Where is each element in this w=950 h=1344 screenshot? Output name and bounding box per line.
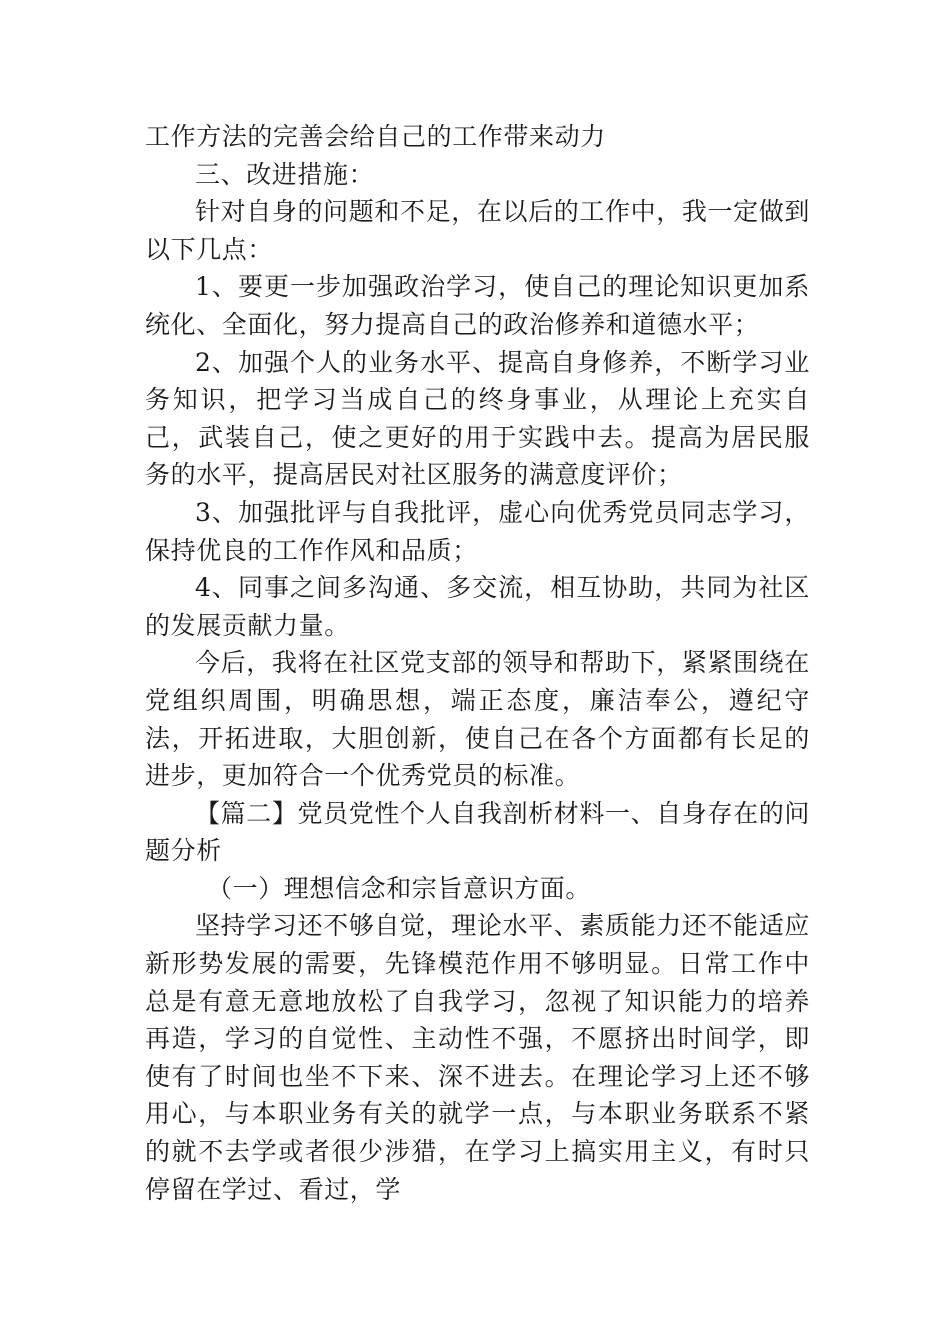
- paragraph-continuation: 工作方法的完善会给自己的工作带来动力: [145, 122, 606, 151]
- list-item-3: 3、加强批评与自我批评，虚心向优秀党员同志学习，保持优良的工作作风和品质；: [145, 497, 810, 565]
- paragraph-intro: 针对自身的问题和不足，在以后的工作中，我一定做到以下几点：: [145, 197, 810, 264]
- document-body: [145, 118, 810, 1208]
- list-item-2: 2、加强个人的业务水平、提高自身修养，不断学习业务知识，把学习当成自己的终身事业，从理论上充实自己，武装自己，使之更好的用于实践中去。提高为居民服务的水平，提高居民对社区服务的满意度评价；: [145, 347, 810, 490]
- section-title-part-two: 【篇二】党员党性个人自我剖析材料一、自身存在的问题分析: [145, 798, 810, 866]
- list-item-4: 4、同事之间多沟通、多交流，相互协助，共同为社区的发展贡献力量。: [145, 573, 810, 640]
- paragraph-analysis: 坚持学习还不够自觉，理论水平、素质能力还不能适应新形势发展的需要，先锋模范作用不够明显。日常工作中总是有意无意地放松了自我学习，忽视了知识能力的培养再造，学习的自觉性、主动性不强，不愿挤出时间学，即使有了时间也坐不下来、深不进去。在理论学习上还不够用心，与本职业务有关的就学一点，与本职业务联系不紧的就不去学或者很少涉猎，在学习上搞实用主义，有时只停留在学过、看过，学: [145, 911, 810, 1204]
- paragraph-conclusion: 今后，我将在社区党支部的领导和帮助下，紧紧围绕在党组织周围，明确思想，端正态度，廉洁奉公，遵纪守法，开拓进取，大胆创新，使自己在各个方面都有长足的进步，更加符合一个优秀党员的标准。: [145, 648, 810, 791]
- section-heading-improvement-measures: 三、改进措施：: [195, 159, 375, 189]
- subsection-heading-ideals: （一）理想信念和宗旨意识方面。: [207, 873, 592, 903]
- list-item-1: 1、要更一步加强政治学习，使自己的理论知识更加系统化、全面化，努力提高自己的政治修养和道德水平；: [145, 272, 810, 339]
